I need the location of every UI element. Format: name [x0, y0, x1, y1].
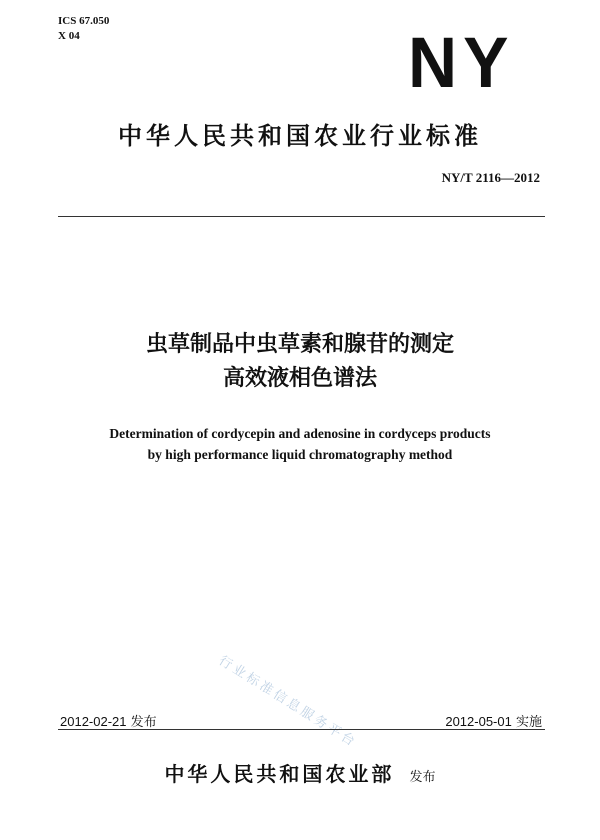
issue-date: 2012-02-21	[60, 714, 127, 729]
publisher-block	[0, 758, 600, 787]
implementation-date-block	[445, 711, 542, 730]
ny-logo: NY	[408, 23, 515, 103]
bottom-divider	[58, 729, 545, 730]
standard-number: NY/T 2116—2012	[441, 170, 540, 185]
issue-label: 发布	[130, 715, 157, 730]
publisher-name: 中华人民共和国农业部	[164, 762, 395, 786]
chinese-title	[0, 328, 600, 396]
english-title-line-1: Determination of cordycepin and adenosine in cordyceps products	[109, 426, 491, 441]
english-title	[0, 423, 600, 465]
ics-code: ICS 67.050	[58, 15, 110, 27]
publisher-suffix: 发布	[409, 770, 436, 785]
implementation-date: 2012-05-01	[445, 714, 512, 729]
watermark: 行业标准信息服务平台	[215, 653, 360, 751]
standard-category-title: 中华人民共和国农业行业标准	[118, 122, 482, 150]
classification-codes	[58, 14, 109, 44]
chinese-title-line-2: 高效液相色谱法	[222, 366, 377, 391]
english-title-line-2: by high performance liquid chromatography method	[147, 447, 453, 462]
issue-date-block	[60, 711, 157, 730]
chinese-title-line-1: 虫草制品中虫草素和腺苷的测定	[145, 332, 454, 357]
implementation-label: 实施	[515, 715, 542, 730]
ccs-code: X 04	[58, 30, 80, 42]
top-divider	[58, 216, 545, 217]
